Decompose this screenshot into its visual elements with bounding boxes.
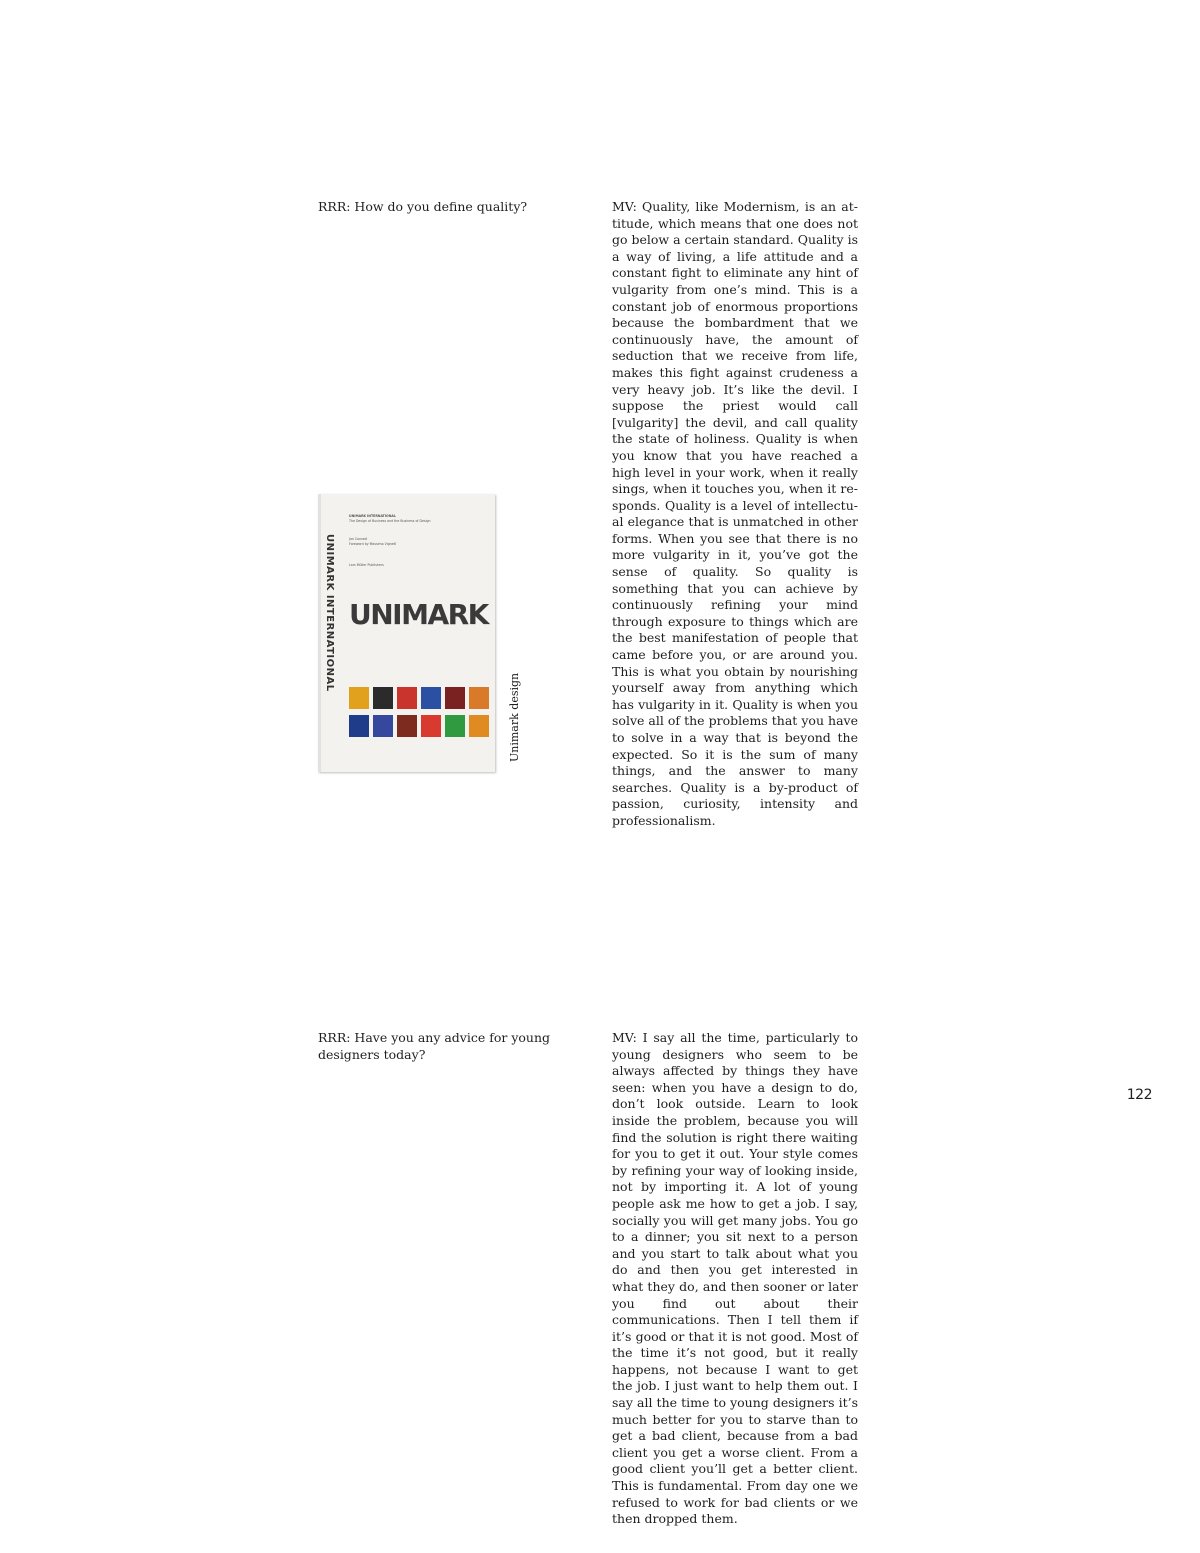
- logo-tile: [469, 715, 489, 737]
- book-spine-title: UNIMARK INTERNATIONAL: [324, 534, 335, 692]
- book-big-title: UNIMARK: [349, 598, 488, 631]
- logo-tile: [397, 687, 417, 709]
- image-caption-text: Unimark design: [508, 672, 521, 762]
- question-advice: RRR: Have you any advice for young designers today?: [318, 1030, 551, 1062]
- logo-tile: [421, 687, 441, 709]
- logo-tile: [349, 715, 369, 737]
- logo-tile: [445, 687, 465, 709]
- answer-advice: MV: I say all the time, particularly to young designers who seem to be always affected by things they have seen: when you have a design to do, don’t look outside. Learn to look inside the problem, because you will find the solution is right there waiting for you to get it out. Your style comes by refining your way of looking inside, not by importing it. A lot of young people ask me how to get a job. I say, socially you will get many jobs. You go to a dinner; you sit next to a person and you start to talk about what you do and then you get interested in what they do, and then sooner or later you find out about their communications. Then I tell them if it’s good or that it is not good. Most of the time it’s not good, but it really happens, not because I want to get the job. I just want to help them out. I say all the time to young designers it’s much better for you to starve than to get a bad client, because from a bad client you get a worse client. From a good client you’ll get a better client. This is fundamental. From day one we refused to work for bad clients or we then dropped them.: [612, 1030, 858, 1527]
- book-subtitle: The Design of Business and the Business of Design: [349, 519, 431, 523]
- question-quality: RRR: How do you define quality?: [318, 199, 528, 214]
- logo-tile: [373, 715, 393, 737]
- book-author: Jan Conradi: [349, 537, 368, 541]
- book-logo-tiles: [349, 687, 489, 745]
- book-publisher: Lars Müller Publishers: [349, 563, 384, 567]
- book-cover-image: [318, 494, 495, 772]
- logo-tile: [421, 715, 441, 737]
- book-small-title: UNIMARK INTERNATIONAL: [349, 514, 396, 518]
- logo-tile: [469, 687, 489, 709]
- image-caption: [508, 672, 522, 762]
- answer-quality: MV: Quality, like Modernism, is an attitude, which means that one does not go below a certain standard. Quality is a way of living, a life attitude and a constant fight to eliminate any hint of vulgarity from one’s mind. This is a constant job of enormous proportions because the bombardment that we continuously have, the amount of seduction that we receive from life, makes this fight against crudeness a very heavy job. It’s like the devil. I suppose the priest would call [vulgarity] the devil, and call quality the state of holiness. Quality is when you know that you have reached a high level in your work, when it really sings, when it touches you, when it responds. Quality is a level of intellectual elegance that is unmatched in other forms. When you see that there is no more vulgarity in it, you’ve got the sense of quality. So quality is something that you can achieve by continuously refining your mind through exposure to things which are the best manifestation of people that came before you, or are around you. This is what you obtain by nourishing yourself away from anything which has vulgarity in it. Quality is when you solve all of the problems that you have to solve in a way that is beyond the expected. So it is the sum of many things, and the answer to many searches. Quality is a by-product of passion, curiosity, intensity and professionalism.: [612, 199, 858, 828]
- logo-tile: [349, 687, 369, 709]
- page-number: 122: [1126, 1087, 1152, 1103]
- book-foreword: Foreword by Massimo Vignelli: [349, 542, 397, 546]
- logo-tile: [445, 715, 465, 737]
- book-spine: [321, 534, 333, 764]
- logo-tile: [397, 715, 417, 737]
- logo-tile: [373, 687, 393, 709]
